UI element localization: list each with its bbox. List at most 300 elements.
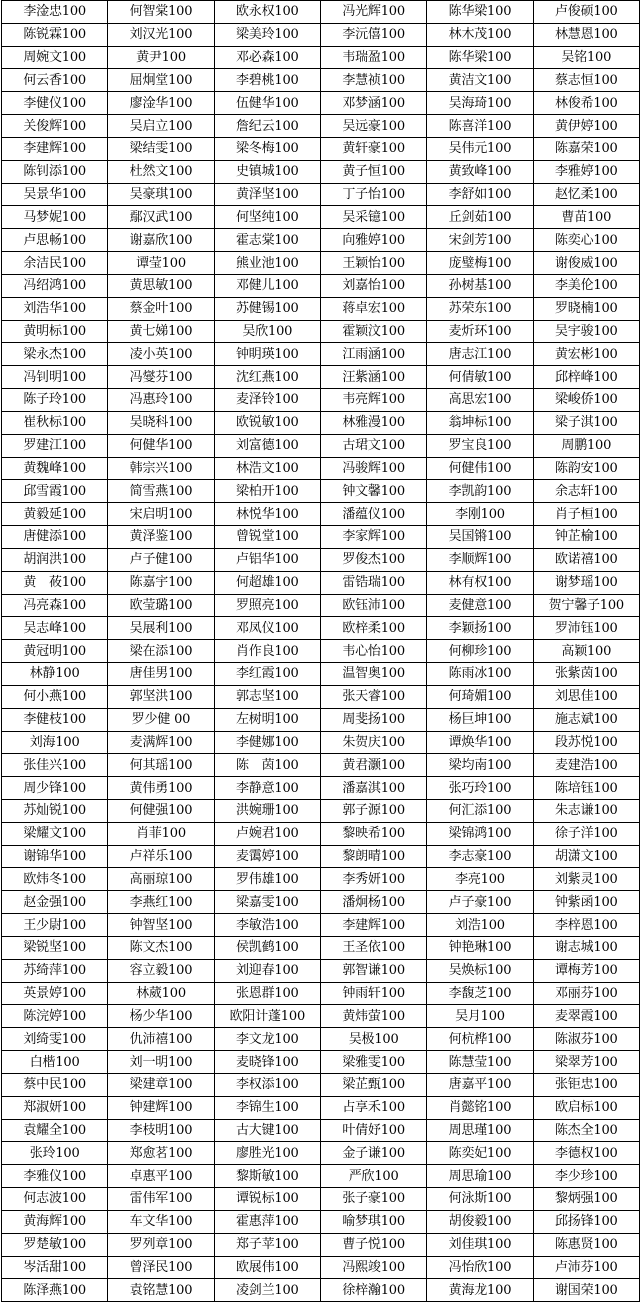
donor-cell: 蔡志恒100	[533, 69, 639, 92]
donor-cell: 周鹏100	[533, 434, 639, 457]
donor-cell: 林葳100	[108, 982, 214, 1005]
donor-cell: 何健伟100	[427, 457, 533, 480]
donor-cell: 吴豪琪100	[108, 183, 214, 206]
donor-cell: 吴远豪100	[320, 115, 426, 138]
donor-cell: 凌剑兰100	[214, 1279, 320, 1302]
donor-cell: 梁建章100	[108, 1073, 214, 1096]
donor-cell: 黄宏彬100	[533, 343, 639, 366]
donor-cell: 占享禾100	[320, 1096, 426, 1119]
donor-cell: 何超雄100	[214, 571, 320, 594]
donor-cell: 贺宁馨子100	[533, 594, 639, 617]
donor-cell: 车文华100	[108, 1210, 214, 1233]
donor-row	[2, 754, 640, 777]
donor-cell: 袁耀全100	[2, 1119, 108, 1142]
donor-cell: 欧启标100	[533, 1096, 639, 1119]
donor-cell: 伍健华100	[214, 92, 320, 115]
donor-cell: 李雅婷100	[533, 160, 639, 183]
donor-cell: 钟芷榆100	[533, 526, 639, 549]
donor-cell: 霍志棠100	[214, 229, 320, 252]
donor-cell: 黄 莜100	[2, 571, 108, 594]
donor-row	[2, 1233, 640, 1256]
donor-cell: 李锦生100	[214, 1096, 320, 1119]
donor-cell: 麦翠霞100	[533, 1005, 639, 1028]
donor-cell: 叶倩妤100	[320, 1119, 426, 1142]
donor-cell: 曾锐堂100	[214, 526, 320, 549]
donor-cell: 谢嘉欣100	[108, 229, 214, 252]
donor-cell: 郭志坚100	[214, 685, 320, 708]
donor-cell: 黎朗晴100	[320, 845, 426, 868]
donor-row	[2, 1210, 640, 1233]
donor-row	[2, 252, 640, 275]
donor-cell: 张钜忠100	[533, 1073, 639, 1096]
donor-cell: 李沅僖100	[320, 23, 426, 46]
donor-cell: 卓惠平100	[108, 1165, 214, 1188]
donor-cell: 黄明标100	[2, 320, 108, 343]
donor-cell: 古大键100	[214, 1119, 320, 1142]
donor-row	[2, 936, 640, 959]
donor-cell: 陈嘉荣100	[533, 137, 639, 160]
donor-cell: 麦炘环100	[427, 320, 533, 343]
donor-row	[2, 617, 640, 640]
donor-cell: 马梦妮100	[2, 206, 108, 229]
donor-cell: 吴焕标100	[427, 959, 533, 982]
donor-cell: 陈培钰100	[533, 777, 639, 800]
donor-cell: 霍颖汶100	[320, 320, 426, 343]
donor-cell: 刘富德100	[214, 434, 320, 457]
donor-cell: 吴国锵100	[427, 526, 533, 549]
donor-cell: 徐子洋100	[533, 822, 639, 845]
donor-cell: 何志波100	[2, 1188, 108, 1211]
donor-cell: 何柳珍100	[427, 640, 533, 663]
donor-cell: 陈慧莹100	[427, 1051, 533, 1074]
donor-row	[2, 206, 640, 229]
donor-row	[2, 845, 640, 868]
donor-cell: 洪婉珊100	[214, 799, 320, 822]
donor-cell: 黄海龙100	[427, 1279, 533, 1302]
donor-cell: 钟智坚100	[108, 914, 214, 937]
donor-cell: 林悦华100	[214, 503, 320, 526]
donor-cell: 周婉文100	[2, 46, 108, 69]
donor-cell: 曹苗100	[533, 206, 639, 229]
donor-cell: 卢俊硕100	[533, 1, 639, 24]
donor-row	[2, 480, 640, 503]
donor-row	[2, 891, 640, 914]
donor-cell: 徐梓瀚100	[320, 1279, 426, 1302]
donor-cell: 谭梅芳100	[533, 959, 639, 982]
donor-cell: 吴极100	[320, 1028, 426, 1051]
donor-cell: 卢子健100	[108, 548, 214, 571]
donor-row	[2, 320, 640, 343]
donor-cell: 曹子悦100	[320, 1233, 426, 1256]
donor-cell: 高颖100	[533, 640, 639, 663]
donor-cell: 罗照亮100	[214, 594, 320, 617]
donor-row	[2, 1119, 640, 1142]
donor-cell: 熊业池100	[214, 252, 320, 275]
donor-cell: 韦亮辉100	[320, 389, 426, 412]
donor-cell: 周思瑾100	[427, 1119, 533, 1142]
donor-cell: 朱志谦100	[533, 799, 639, 822]
donor-cell: 欧莹璐100	[108, 594, 214, 617]
donor-cell: 宋剑芳100	[427, 229, 533, 252]
donor-cell: 林有权100	[427, 571, 533, 594]
donor-cell: 容立毅100	[108, 959, 214, 982]
donor-cell: 李健枝100	[2, 708, 108, 731]
donor-row	[2, 297, 640, 320]
donor-cell: 吴志峰100	[2, 617, 108, 640]
donor-cell: 沈红燕100	[214, 366, 320, 389]
donor-row	[2, 343, 640, 366]
donor-cell: 谢锦华100	[2, 845, 108, 868]
donor-cell: 李亮100	[427, 868, 533, 891]
donor-cell: 韦心怡100	[320, 640, 426, 663]
donor-cell: 英景婷100	[2, 982, 108, 1005]
donor-cell: 梁子淇100	[533, 411, 639, 434]
donor-cell: 屈炯堂100	[108, 69, 214, 92]
donor-cell: 陈雨冰100	[427, 663, 533, 686]
donor-cell: 林木茂100	[427, 23, 533, 46]
donor-cell: 霍惠萍100	[214, 1210, 320, 1233]
donor-cell: 李德权100	[533, 1142, 639, 1165]
donor-cell: 张佳兴100	[2, 754, 108, 777]
donor-cell: 黄海辉100	[2, 1210, 108, 1233]
donor-cell: 黄伊婷100	[533, 115, 639, 138]
donor-cell: 梁均南100	[427, 754, 533, 777]
donor-cell: 吴采镱100	[320, 206, 426, 229]
donor-row	[2, 799, 640, 822]
donor-cell: 陈浣婷100	[2, 1005, 108, 1028]
donor-cell: 翁坤标100	[427, 411, 533, 434]
donor-cell: 冯燮芬100	[108, 366, 214, 389]
donor-cell: 陈文杰100	[108, 936, 214, 959]
donor-cell: 周少锋100	[2, 777, 108, 800]
donor-cell: 杨少华100	[108, 1005, 214, 1028]
donor-cell: 陈奕妃100	[427, 1142, 533, 1165]
donor-cell: 李敏浩100	[214, 914, 320, 937]
donor-cell: 陈锐霖100	[2, 23, 108, 46]
donor-cell: 何健华100	[108, 434, 214, 457]
donor-cell: 刘浩华100	[2, 297, 108, 320]
donor-row	[2, 1142, 640, 1165]
donor-cell: 麦泽铃100	[214, 389, 320, 412]
donor-row	[2, 229, 640, 252]
donor-cell: 雷锆瑞100	[320, 571, 426, 594]
donor-cell: 陈惠贤100	[533, 1233, 639, 1256]
donor-cell: 梁耀文100	[2, 822, 108, 845]
donor-cell: 黄泽鉴100	[108, 526, 214, 549]
donor-cell: 李红霞100	[214, 663, 320, 686]
donor-list-table	[1, 0, 640, 1302]
donor-cell: 黎映希100	[320, 822, 426, 845]
donor-cell: 吴欣100	[214, 320, 320, 343]
donor-cell: 苏绮萍100	[2, 959, 108, 982]
donor-cell: 何坚纯100	[214, 206, 320, 229]
donor-cell: 刘迎春100	[214, 959, 320, 982]
donor-cell: 卢铝华100	[214, 548, 320, 571]
donor-cell: 李美伦100	[533, 274, 639, 297]
donor-cell: 黄子恒100	[320, 160, 426, 183]
donor-cell: 张恩群100	[214, 982, 320, 1005]
donor-cell: 林雅漫100	[320, 411, 426, 434]
donor-cell: 黄伟勇100	[108, 777, 214, 800]
donor-cell: 邱雪霞100	[2, 480, 108, 503]
donor-cell: 余志轩100	[533, 480, 639, 503]
donor-cell: 罗列章100	[108, 1233, 214, 1256]
donor-cell: 谭莹100	[108, 252, 214, 275]
donor-cell: 王圣依100	[320, 936, 426, 959]
donor-cell: 郭子源100	[320, 799, 426, 822]
donor-cell: 史镇城100	[214, 160, 320, 183]
donor-row	[2, 23, 640, 46]
donor-row	[2, 1279, 640, 1302]
donor-cell: 刘一明100	[108, 1051, 214, 1074]
donor-cell: 罗少健 00	[108, 708, 214, 731]
donor-cell: 罗沛钰100	[533, 617, 639, 640]
donor-cell: 梁美玲100	[214, 23, 320, 46]
donor-cell: 温智奥100	[320, 663, 426, 686]
donor-row	[2, 160, 640, 183]
donor-row	[2, 571, 640, 594]
donor-cell: 陈华梁100	[427, 46, 533, 69]
donor-cell: 唐佳男100	[108, 663, 214, 686]
donor-cell: 梁芷甄100	[320, 1073, 426, 1096]
donor-cell: 李燕红100	[108, 891, 214, 914]
donor-cell: 雷伟军100	[108, 1188, 214, 1211]
donor-cell: 陈淑芬100	[533, 1028, 639, 1051]
donor-cell: 潘炯杨100	[320, 891, 426, 914]
donor-cell: 梁柏开100	[214, 480, 320, 503]
donor-cell: 段苏悦100	[533, 731, 639, 754]
donor-cell: 李少珍100	[533, 1165, 639, 1188]
donor-cell: 李家辉100	[320, 526, 426, 549]
donor-cell: 黎炳强100	[533, 1188, 639, 1211]
donor-row	[2, 1, 640, 24]
donor-cell: 卢思畅100	[2, 229, 108, 252]
donor-cell: 崔秋标100	[2, 411, 108, 434]
donor-cell: 李枝明100	[108, 1119, 214, 1142]
donor-cell: 李顺辉100	[427, 548, 533, 571]
donor-cell: 凌小英100	[108, 343, 214, 366]
donor-cell: 陈喜洋100	[427, 115, 533, 138]
donor-cell: 麦健意100	[427, 594, 533, 617]
donor-cell: 何倩敏100	[427, 366, 533, 389]
donor-cell: 冯钊明100	[2, 366, 108, 389]
donor-cell: 苏荣东100	[427, 297, 533, 320]
donor-cell: 李慧祯100	[320, 69, 426, 92]
donor-cell: 梁永杰100	[2, 343, 108, 366]
donor-cell: 李秀妍100	[320, 868, 426, 891]
donor-cell: 梁翠芳100	[533, 1051, 639, 1074]
donor-cell: 吴晓科100	[108, 411, 214, 434]
donor-cell: 罗晓楠100	[533, 297, 639, 320]
donor-cell: 金子谦100	[320, 1142, 426, 1165]
donor-cell: 欧梓柔100	[320, 617, 426, 640]
donor-cell: 欧炜冬100	[2, 868, 108, 891]
donor-cell: 卢祥乐100	[108, 845, 214, 868]
donor-cell: 周斐扬100	[320, 708, 426, 731]
donor-cell: 林俊希100	[533, 92, 639, 115]
donor-cell: 黄致峰100	[427, 160, 533, 183]
donor-row	[2, 115, 640, 138]
donor-cell: 陈泽燕100	[2, 1279, 108, 1302]
donor-cell: 喻梦琪100	[320, 1210, 426, 1233]
donor-cell: 钟紫函100	[533, 891, 639, 914]
donor-cell: 李颖扬100	[427, 617, 533, 640]
donor-cell: 郭坚洪100	[108, 685, 214, 708]
donor-cell: 冯熙竣100	[320, 1256, 426, 1279]
donor-cell: 欧钰沛100	[320, 594, 426, 617]
donor-cell: 刘嘉怡100	[320, 274, 426, 297]
donor-row	[2, 457, 640, 480]
donor-cell: 简雪燕100	[108, 480, 214, 503]
donor-cell: 李凯韵100	[427, 480, 533, 503]
donor-cell: 刘汉光100	[108, 23, 214, 46]
donor-cell: 李权添100	[214, 1073, 320, 1096]
donor-row	[2, 1005, 640, 1028]
donor-cell: 李梓恩100	[533, 914, 639, 937]
donor-cell: 肖子桓100	[533, 503, 639, 526]
donor-cell: 肖菲100	[108, 822, 214, 845]
donor-cell: 邱梓峰100	[533, 366, 639, 389]
donor-cell: 高丽琼100	[108, 868, 214, 891]
donor-row	[2, 1028, 640, 1051]
donor-cell: 肖懿铭100	[427, 1096, 533, 1119]
donor-row	[2, 1051, 640, 1074]
donor-cell: 黄毅延100	[2, 503, 108, 526]
donor-cell: 宋启明100	[108, 503, 214, 526]
donor-cell: 关俊辉100	[2, 115, 108, 138]
donor-cell: 庞璧梅100	[427, 252, 533, 275]
donor-cell: 何琦媚100	[427, 685, 533, 708]
donor-row	[2, 526, 640, 549]
donor-cell: 何其瑶100	[108, 754, 214, 777]
donor-cell: 罗宝良100	[427, 434, 533, 457]
donor-cell: 梁冬梅100	[214, 137, 320, 160]
donor-cell: 郑子苹100	[214, 1233, 320, 1256]
donor-cell: 何云香100	[2, 69, 108, 92]
donor-cell: 罗楚敏100	[2, 1233, 108, 1256]
donor-cell: 肖作良100	[214, 640, 320, 663]
donor-cell: 谭锐标100	[214, 1188, 320, 1211]
donor-cell: 苏健锡100	[214, 297, 320, 320]
donor-row	[2, 685, 640, 708]
donor-cell: 欧永权100	[214, 1, 320, 24]
donor-cell: 詹纪云100	[214, 115, 320, 138]
donor-cell: 卢婉君100	[214, 822, 320, 845]
donor-cell: 李健仪100	[2, 92, 108, 115]
donor-row	[2, 594, 640, 617]
donor-cell: 韩宗兴100	[108, 457, 214, 480]
donor-cell: 李刚100	[427, 503, 533, 526]
donor-cell: 冯光辉100	[320, 1, 426, 24]
donor-cell: 曾泽民100	[108, 1256, 214, 1279]
donor-cell: 廖胜光100	[214, 1142, 320, 1165]
donor-cell: 冯怡欣100	[427, 1256, 533, 1279]
donor-cell: 张巧玲100	[427, 777, 533, 800]
donor-cell: 麦霭婷100	[214, 845, 320, 868]
donor-cell: 何智棠100	[108, 1, 214, 24]
donor-cell: 梁峻侨100	[533, 389, 639, 412]
donor-cell: 王颖怡100	[320, 252, 426, 275]
donor-cell: 陈子玲100	[2, 389, 108, 412]
donor-cell: 吴景华100	[2, 183, 108, 206]
donor-cell: 何杭桦100	[427, 1028, 533, 1051]
donor-cell: 谢梦瑶100	[533, 571, 639, 594]
donor-cell: 罗俊杰100	[320, 548, 426, 571]
donor-cell: 冯骏辉100	[320, 457, 426, 480]
donor-cell: 潘嘉淇100	[320, 777, 426, 800]
donor-cell: 唐嘉平100	[427, 1073, 533, 1096]
donor-row	[2, 663, 640, 686]
donor-cell: 罗建江100	[2, 434, 108, 457]
donor-cell: 袁铭慧100	[108, 1279, 214, 1302]
donor-cell: 邓健儿100	[214, 274, 320, 297]
donor-cell: 廖淦华100	[108, 92, 214, 115]
donor-list-body	[2, 1, 640, 1302]
donor-cell: 高思宏100	[427, 389, 533, 412]
donor-cell: 钟建辉100	[108, 1096, 214, 1119]
donor-row	[2, 389, 640, 412]
donor-row	[2, 777, 640, 800]
donor-cell: 蒋卓宏100	[320, 297, 426, 320]
donor-row	[2, 1256, 640, 1279]
donor-cell: 江雨涵100	[320, 343, 426, 366]
donor-row	[2, 982, 640, 1005]
donor-cell: 李舒如100	[427, 183, 533, 206]
donor-cell: 韦瑞盈100	[320, 46, 426, 69]
donor-cell: 丘剑茹100	[427, 206, 533, 229]
donor-cell: 吴铭100	[533, 46, 639, 69]
donor-cell: 黄轩豪100	[320, 137, 426, 160]
donor-row	[2, 868, 640, 891]
donor-cell: 左树明100	[214, 708, 320, 731]
donor-cell: 丁子怡100	[320, 183, 426, 206]
donor-cell: 谭焕华100	[427, 731, 533, 754]
donor-row	[2, 1188, 640, 1211]
donor-cell: 郑淑妍100	[2, 1096, 108, 1119]
donor-cell: 邓必森100	[214, 46, 320, 69]
donor-cell: 卢子豪100	[427, 891, 533, 914]
donor-cell: 欧阳计蓬100	[214, 1005, 320, 1028]
donor-cell: 梁锐坚100	[2, 936, 108, 959]
donor-cell: 鄢汉武100	[108, 206, 214, 229]
donor-row	[2, 822, 640, 845]
donor-cell: 陈钊添100	[2, 160, 108, 183]
donor-row	[2, 1165, 640, 1188]
donor-cell: 张玲100	[2, 1142, 108, 1165]
donor-cell: 林静100	[2, 663, 108, 686]
donor-cell: 李建辉100	[2, 137, 108, 160]
donor-cell: 黄君灏100	[320, 754, 426, 777]
donor-cell: 陈 茵100	[214, 754, 320, 777]
donor-cell: 向雅婷100	[320, 229, 426, 252]
donor-cell: 黎斯敏100	[214, 1165, 320, 1188]
donor-cell: 陈杰全100	[533, 1119, 639, 1142]
donor-cell: 黄尹100	[108, 46, 214, 69]
donor-cell: 梁锦鸿100	[427, 822, 533, 845]
donor-cell: 李雅仪100	[2, 1165, 108, 1188]
donor-row	[2, 69, 640, 92]
donor-cell: 吴启立100	[108, 115, 214, 138]
donor-cell: 欧锐敏100	[214, 411, 320, 434]
donor-cell: 刘海100	[2, 731, 108, 754]
donor-cell: 王少尉100	[2, 914, 108, 937]
donor-cell: 梁结雯100	[108, 137, 214, 160]
donor-cell: 刘佳琪100	[427, 1233, 533, 1256]
donor-cell: 郭智谦100	[320, 959, 426, 982]
donor-cell: 陈华梁100	[427, 1, 533, 24]
donor-cell: 欧展伟100	[214, 1256, 320, 1279]
donor-cell: 李馥芝100	[427, 982, 533, 1005]
